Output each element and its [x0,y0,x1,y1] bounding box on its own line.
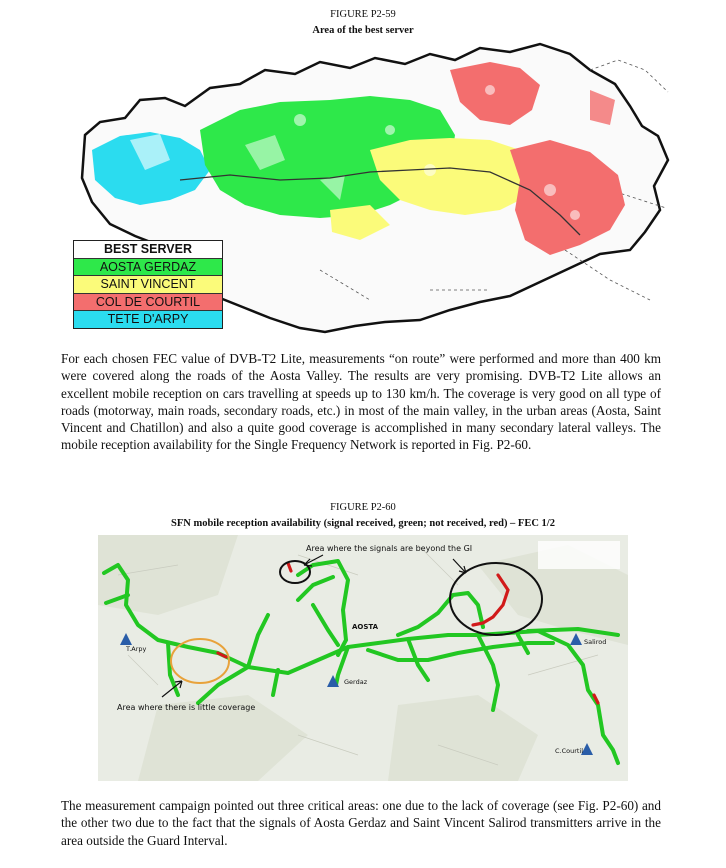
best-server-legend [73,240,223,329]
place-gerdaz: Gerdaz [344,678,368,686]
body-paragraph-2: The measurement campaign pointed out three critical areas: one due to the lack of coverage (see Fig. P2-60) and the other two due to the fact that the signals of Aosta Gerdaz and Saint Vincent Salirod transmitters arrive in the area outside the Guard Interval. [61,798,661,848]
legend-item-aosta-gerdaz: AOSTA GERDAZ [74,258,222,276]
annotation-beyond-gi: Area where the signals are beyond the GI [306,544,473,553]
body-paragraph-1: For each chosen FEC value of DVB-T2 Lite, measurements “on route” were performed and more than 400 km were covered along the roads of the Aosta Valley. The results are very promising. DVB-T2 Lite allows an excellent mobile reception on cars travelling at speeds up to 130 km/h. The coverage is very good on all type of roads (motorway, main roads, secondary roads, etc.) in most of the main valley, in the urban areas (Aosta, Saint Vincent and Chatillon) and also a quite good coverage is accomplished in many secondary lateral valleys. The mobile reception availability for the Single Frequency Network is reported in Fig. P2-60. [61,351,661,453]
figure-1-number: FIGURE P2-59 [330,9,396,20]
sfn-reception-map [98,535,628,781]
legend-header: BEST SERVER [74,241,222,258]
figure-2-number: FIGURE P2-60 [330,502,396,513]
figure-2-title: SFN mobile reception availability (signal received, green; not received, red) – FEC 1/2 [171,518,555,529]
legend-item-tete-darpy: TETE D'ARPY [74,310,222,328]
place-aosta: AOSTA [352,623,379,631]
legend-item-saint-vincent: SAINT VINCENT [74,275,222,293]
place-tarpy: T.Arpy [126,645,147,653]
annotation-little-coverage: Area where there is little coverage [117,703,256,712]
place-ccourtil: C.Courtil [555,747,584,755]
place-salirod: Salirod [584,638,607,646]
map-legend-box [538,541,620,569]
figure-1-title: Area of the best server [312,25,414,36]
legend-item-col-de-courtil: COL DE COURTIL [74,293,222,311]
